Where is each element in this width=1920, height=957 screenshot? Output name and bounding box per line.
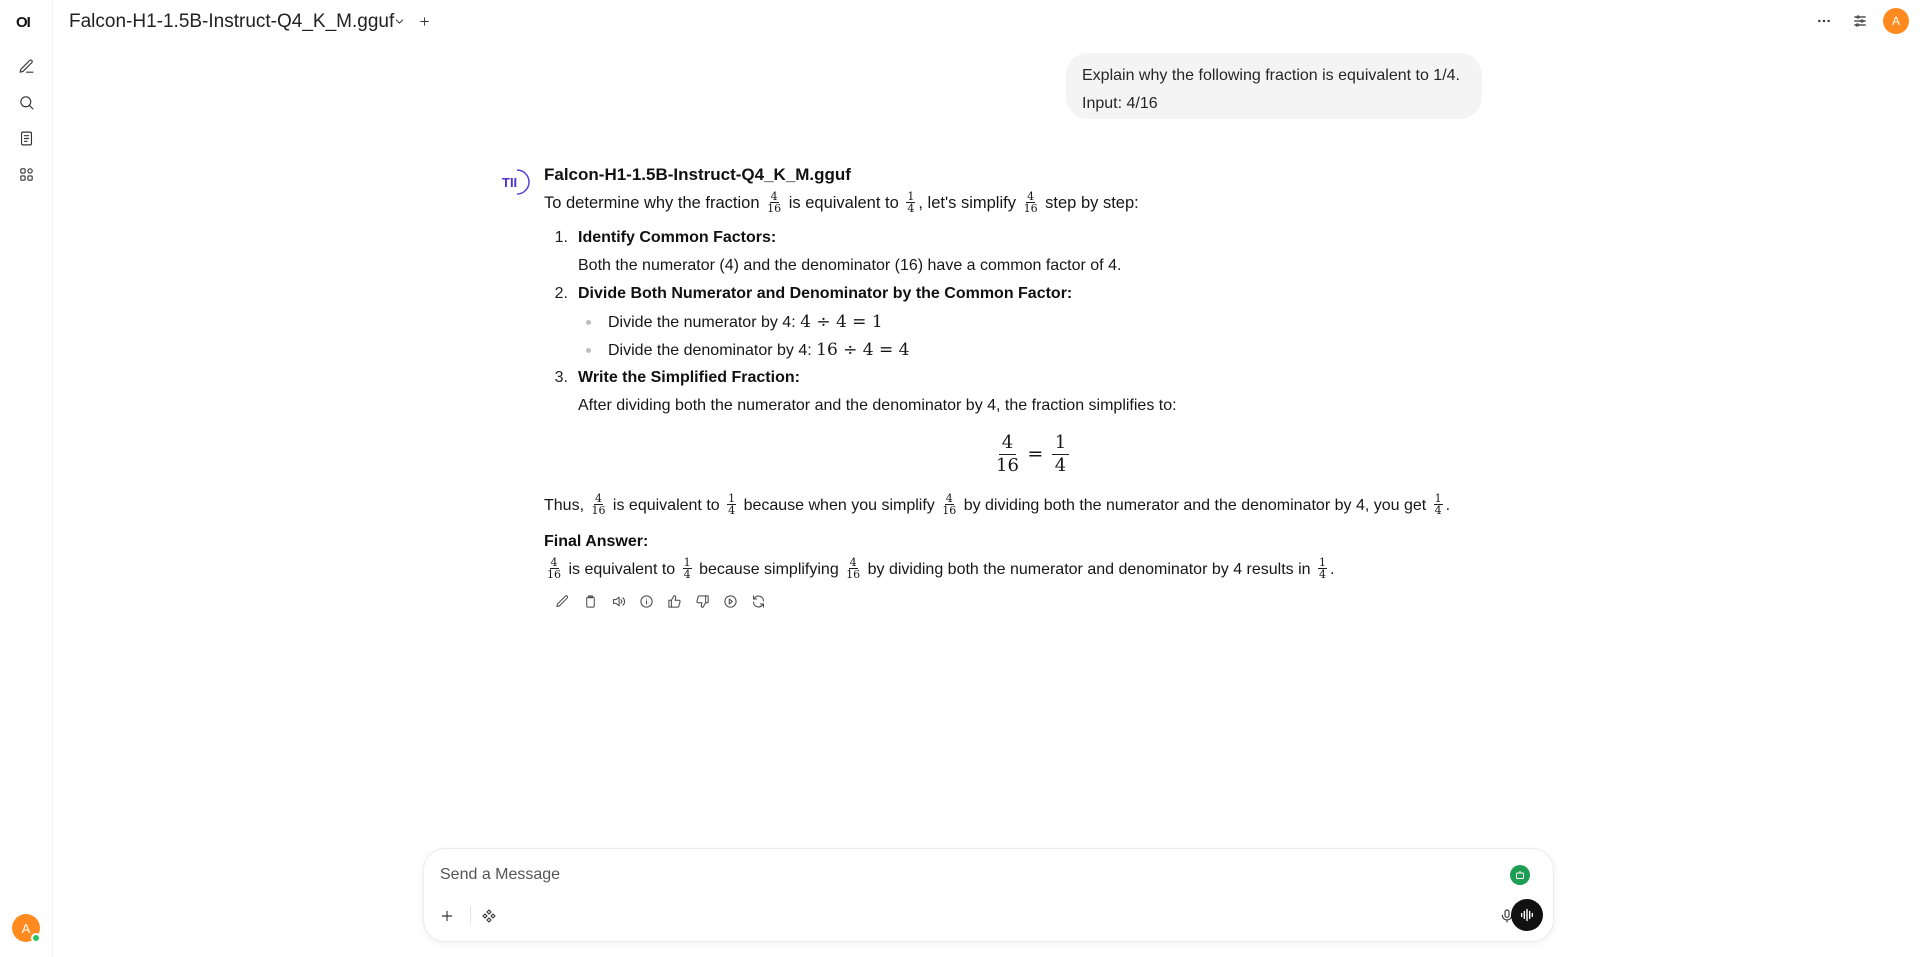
assistant-model-name: Falcon-H1-1.5B-Instruct-Q4_K_M.gguf <box>544 165 851 184</box>
display-equation: $\frac{4}{16}$ = $\frac{1}{4}$ <box>996 430 1069 478</box>
step-2-bullet-2: Divide the denominator by 4: 16 ÷ 4 = 4 <box>586 338 910 363</box>
final-answer-heading: Final Answer: <box>544 533 649 550</box>
new-chat-icon[interactable] <box>16 56 36 76</box>
intro-line <box>544 191 1139 215</box>
intro-text-b: is equivalent to <box>788 194 899 212</box>
tool-bot-icon[interactable] <box>1510 865 1530 885</box>
model-selector[interactable]: Falcon-H1-1.5B-Instruct-Q4_K_M.gguf <box>69 11 395 32</box>
fraction-4-16: $\frac{4}{16}$ <box>1023 190 1038 216</box>
voice-mode-button[interactable] <box>1511 899 1543 931</box>
model-avatar-icon <box>500 167 530 197</box>
notes-icon[interactable] <box>16 128 36 148</box>
step-2-bullet-1: Divide the numerator by 4: 4 ÷ 4 = 1 <box>586 310 883 335</box>
left-sidebar <box>0 0 53 957</box>
user-message-line-1: Explain why the following fraction is equivalent to 1/4. <box>1082 67 1460 84</box>
app-logo[interactable]: OI <box>16 14 30 31</box>
user-message-line-2: Input: 4/16 <box>1082 95 1158 112</box>
message-input[interactable] <box>440 863 1440 887</box>
info-icon[interactable] <box>632 590 660 612</box>
chat-controls-icon[interactable] <box>1849 11 1871 31</box>
intro-text-d: step by step: <box>1045 194 1139 212</box>
intro-text-c: , let's simplify <box>918 194 1016 212</box>
read-aloud-icon[interactable] <box>604 590 632 612</box>
regenerate-icon[interactable] <box>744 590 772 612</box>
integrations-icon[interactable] <box>479 906 499 926</box>
user-avatar[interactable]: A <box>12 914 40 942</box>
online-status-dot <box>31 933 41 943</box>
composer-divider <box>470 906 471 924</box>
edit-icon[interactable] <box>548 590 576 612</box>
chevron-down-icon[interactable] <box>390 12 408 30</box>
svg-text:TII: TII <box>502 175 518 190</box>
search-icon[interactable] <box>16 92 36 112</box>
step-2-title: 2. Divide Both Numerator and Denominator by the Common Factor: <box>554 285 1073 302</box>
voice-waveform-icon <box>1519 907 1535 923</box>
step-1-title: 1. Identify Common Factors: <box>554 229 777 246</box>
final-answer-line: $\frac{4}{16}$ is equivalent to $\frac{1}{4}$ because simplifying $\frac{4}{16}$ by dividing both the numerator and denominator by 4 results in $\frac{1}{4}$ . <box>547 556 1335 582</box>
header-user-avatar[interactable]: A <box>1883 8 1909 34</box>
add-model-icon[interactable] <box>415 12 433 30</box>
continue-response-icon[interactable] <box>716 590 744 612</box>
conclusion-line: Thus, $\frac{4}{16}$ is equivalent to $\frac{1}{4}$ because when you simplify $\frac{4}{16}$ by dividing both the numerator and the denominator by 4, you get $\frac{1}{4}$ . <box>544 492 1451 518</box>
message-actions <box>548 590 772 612</box>
user-message-bubble <box>1066 53 1482 119</box>
more-options-icon[interactable] <box>1813 11 1835 31</box>
step-3-body: After dividing both the numerator and the denominator by 4, the fraction simplifies to: <box>578 397 1177 414</box>
message-composer <box>423 848 1554 942</box>
top-bar <box>53 0 1920 42</box>
step-3-title: 3. Write the Simplified Fraction: <box>554 369 800 386</box>
fraction-4-16: $\frac{4}{16}$ <box>767 190 782 216</box>
thumbs-up-icon[interactable] <box>660 590 688 612</box>
thumbs-down-icon[interactable] <box>688 590 716 612</box>
intro-text-a: To determine why the fraction <box>544 194 760 212</box>
attach-plus-icon[interactable] <box>437 906 457 926</box>
step-1-body: Both the numerator (4) and the denominator (16) have a common factor of 4. <box>578 257 1122 274</box>
fraction-1-4: $\frac{1}{4}$ <box>907 190 915 216</box>
copy-icon[interactable] <box>576 590 604 612</box>
workspace-icon[interactable] <box>16 164 36 184</box>
